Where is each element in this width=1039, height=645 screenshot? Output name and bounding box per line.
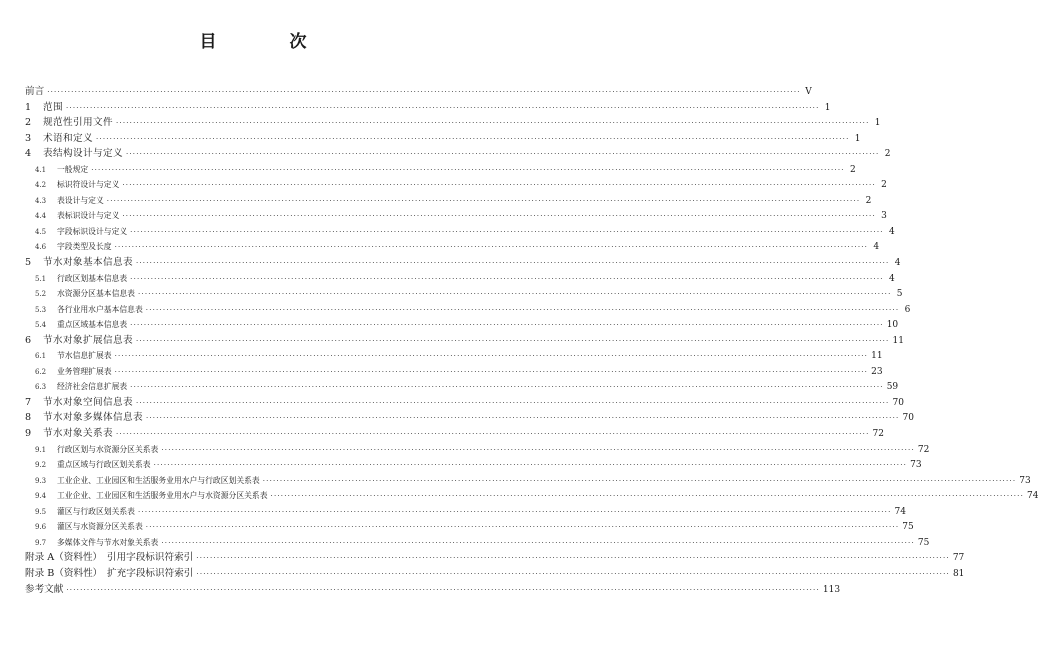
toc-entry[interactable] bbox=[25, 488, 1039, 504]
toc-entry-number: 1 bbox=[25, 101, 32, 113]
dot-leader: ···························································································································································································································· bbox=[135, 259, 890, 268]
toc-entry[interactable] bbox=[25, 426, 884, 442]
toc-entry[interactable] bbox=[25, 550, 965, 566]
toc-entry-page-number: 2 bbox=[865, 195, 872, 206]
toc-entry-title: 重点区域与行政区划关系表 bbox=[57, 460, 151, 470]
toc-entry-title: 附录 A（资料性） 引用字段标识符索引 bbox=[25, 552, 194, 564]
toc-entry[interactable] bbox=[25, 100, 831, 116]
toc-entry-page-number: 5 bbox=[896, 289, 903, 300]
toc-entry-title: 参考文献 bbox=[25, 583, 64, 595]
toc-entry-number: 4.1 bbox=[35, 165, 47, 174]
toc-entry-title: 标识符设计与定义 bbox=[57, 180, 120, 190]
toc-entry-number: 8 bbox=[25, 412, 32, 424]
toc-entry-number: 6 bbox=[25, 334, 32, 346]
toc-entry-number: 5.3 bbox=[35, 305, 47, 314]
toc-entry[interactable] bbox=[25, 317, 899, 333]
toc-entry-page-number: 4 bbox=[894, 258, 901, 269]
toc-entry[interactable] bbox=[25, 177, 887, 193]
toc-entry[interactable] bbox=[25, 271, 895, 287]
dot-leader: ···························································································································································································································· bbox=[196, 554, 950, 563]
toc-entry-title: 附录 B（资料性） 扩充字段标识符索引 bbox=[25, 567, 194, 579]
toc-entry[interactable] bbox=[25, 473, 1031, 489]
toc-entry-title: 字段类型及长度 bbox=[57, 242, 112, 252]
toc-entry[interactable] bbox=[25, 146, 891, 162]
toc-entry-number: 7 bbox=[25, 396, 32, 408]
toc-entry-title: 规范性引用文件 bbox=[43, 117, 113, 129]
toc-entry[interactable] bbox=[25, 348, 883, 364]
toc-entry-number: 9 bbox=[25, 428, 32, 440]
toc-entry-title: 多媒体文件与节水对象关系表 bbox=[57, 537, 159, 547]
toc-entry-number: 5 bbox=[25, 257, 32, 269]
dot-leader: ···························································································································································································································· bbox=[95, 134, 850, 143]
toc-entry[interactable] bbox=[25, 224, 895, 240]
toc-entry-page-number: 4 bbox=[888, 226, 895, 237]
toc-entry-number: 9.3 bbox=[35, 476, 47, 485]
toc-entry-number: 9.6 bbox=[35, 523, 47, 532]
toc-entry[interactable] bbox=[25, 255, 901, 271]
dot-leader: ···························································································································································································································· bbox=[125, 150, 880, 159]
toc-entry-number: 9.5 bbox=[35, 507, 47, 516]
dot-leader: ···························································································································································································································· bbox=[262, 476, 1017, 485]
toc-entry-title: 重点区域基本信息表 bbox=[57, 320, 128, 330]
dot-leader: ···························································································································································································································· bbox=[47, 88, 801, 96]
dot-leader: ···························································································································································································································· bbox=[130, 383, 884, 392]
toc-entry[interactable] bbox=[25, 410, 914, 426]
toc-entry-number: 9.2 bbox=[35, 461, 47, 470]
dot-leader: ···························································································································································································································· bbox=[137, 507, 892, 516]
dot-leader: ···························································································································································································································· bbox=[196, 569, 950, 578]
toc-entry-page-number: 4 bbox=[873, 242, 880, 253]
toc-entry-title: 各行业用水户基本信息表 bbox=[57, 304, 143, 314]
toc-entry[interactable] bbox=[25, 239, 880, 255]
toc-entry-title: 节水对象关系表 bbox=[43, 428, 113, 440]
toc-entry-title: 节水对象基本信息表 bbox=[43, 257, 133, 269]
toc-entry-title: 节水对象扩展信息表 bbox=[43, 334, 133, 346]
toc-entry-page-number: 74 bbox=[894, 506, 906, 517]
toc-entry-page-number: 70 bbox=[902, 413, 914, 424]
toc-entry[interactable] bbox=[25, 535, 930, 551]
toc-entry[interactable] bbox=[25, 582, 841, 598]
toc-entry[interactable] bbox=[25, 566, 965, 582]
toc-entry-title: 前言 bbox=[25, 86, 45, 97]
toc-entry-title: 范围 bbox=[43, 101, 63, 113]
dot-leader: ···························································································································································································································· bbox=[130, 274, 884, 283]
toc-entry[interactable] bbox=[25, 131, 861, 147]
dot-leader: ···························································································································································································································· bbox=[122, 181, 876, 190]
dot-leader: ···························································································································································································································· bbox=[114, 243, 869, 252]
dot-leader: ···························································································································································································································· bbox=[270, 492, 1025, 501]
dot-leader: ···························································································································································································································· bbox=[137, 290, 892, 299]
toc-entry-title: 一般规定 bbox=[57, 164, 89, 174]
toc-entry-page-number: 1 bbox=[824, 102, 831, 113]
toc-entry-page-number: 73 bbox=[910, 460, 922, 471]
toc-entry-number: 6.2 bbox=[35, 367, 47, 376]
dot-leader: ···························································································································································································································· bbox=[66, 585, 820, 594]
toc-entry[interactable] bbox=[25, 333, 904, 349]
dot-leader: ···························································································································································································································· bbox=[114, 352, 869, 361]
toc-entry[interactable] bbox=[25, 162, 856, 178]
toc-entry-title: 行政区划基本信息表 bbox=[57, 273, 128, 283]
toc-entry-page-number: 72 bbox=[872, 429, 884, 440]
dot-leader: ···························································································································································································································· bbox=[91, 165, 845, 174]
dot-leader: ···························································································································································································································· bbox=[115, 119, 870, 128]
toc-entry-title: 表结构设计与定义 bbox=[43, 148, 123, 160]
toc-entry-number: 2 bbox=[25, 117, 32, 129]
dot-leader: ···························································································································································································································· bbox=[130, 321, 884, 330]
toc-entry-title: 节水对象空间信息表 bbox=[43, 396, 133, 408]
toc-entry-title: 字段标识设计与定义 bbox=[57, 226, 128, 236]
dot-leader: ···························································································································································································································· bbox=[122, 212, 876, 221]
toc-entry-number: 5.4 bbox=[35, 321, 47, 330]
toc-entry-page-number: 2 bbox=[849, 164, 856, 175]
toc-entry-number: 4.5 bbox=[35, 227, 47, 236]
toc-entry-page-number: 2 bbox=[884, 149, 891, 160]
toc-entry-number: 6.1 bbox=[35, 352, 47, 361]
toc-entry-title: 行政区划与水资源分区关系表 bbox=[57, 444, 159, 454]
toc-entry-page-number: 75 bbox=[902, 522, 914, 533]
dot-leader: ···························································································································································································································· bbox=[66, 103, 820, 112]
toc-entry-number: 9.4 bbox=[35, 492, 47, 501]
toc-entry-page-number: 75 bbox=[917, 537, 930, 548]
toc-entry[interactable] bbox=[25, 504, 906, 520]
toc-entry-page-number: V bbox=[805, 87, 812, 97]
toc-entry-number: 4.3 bbox=[35, 196, 47, 205]
toc-entry[interactable] bbox=[25, 302, 911, 318]
toc-entry[interactable] bbox=[25, 379, 899, 395]
toc-entry-page-number: 11 bbox=[892, 335, 904, 346]
toc-entry-page-number: 74 bbox=[1027, 491, 1039, 502]
toc-entry-page-number: 1 bbox=[854, 133, 861, 144]
toc-entry[interactable] bbox=[25, 395, 904, 411]
toc-entry-title: 节水对象多媒体信息表 bbox=[43, 412, 143, 424]
dot-leader: ···························································································································································································································· bbox=[145, 305, 900, 314]
toc-entry-number: 4.4 bbox=[35, 212, 47, 221]
toc-entry-page-number: 4 bbox=[888, 273, 895, 284]
toc-entry-page-number: 6 bbox=[904, 304, 911, 315]
dot-leader: ···························································································································································································································· bbox=[115, 430, 870, 439]
toc-entry-number: 9.1 bbox=[35, 445, 47, 454]
toc-entry[interactable] bbox=[25, 519, 914, 535]
toc-entry-title: 节水信息扩展表 bbox=[57, 351, 112, 361]
toc-entry-page-number: 11 bbox=[871, 351, 883, 362]
toc-entry-page-number: 72 bbox=[917, 444, 930, 455]
toc-entry-number: 4.6 bbox=[35, 243, 47, 252]
toc-entry-number: 5.1 bbox=[35, 274, 47, 283]
toc-entry-title: 业务管理扩展表 bbox=[57, 366, 112, 376]
toc-entry-page-number: 23 bbox=[871, 366, 883, 377]
dot-leader: ···························································································································································································································· bbox=[145, 523, 900, 532]
toc-entry-title: 灌区与行政区划关系表 bbox=[57, 506, 135, 516]
toc-entry-page-number: 1 bbox=[874, 118, 881, 129]
toc-entry-number: 6.3 bbox=[35, 383, 47, 392]
toc-entry-page-number: 3 bbox=[881, 211, 887, 222]
dot-leader: ···························································································································································································································· bbox=[161, 538, 915, 547]
toc-entry-number: 9.7 bbox=[35, 538, 47, 547]
toc-entry-title: 术语和定义 bbox=[43, 132, 93, 144]
toc-entry-title: 表设计与定义 bbox=[57, 195, 104, 205]
toc-entry-page-number: 113 bbox=[822, 584, 841, 595]
toc-entry[interactable] bbox=[25, 442, 930, 458]
toc-entry[interactable] bbox=[25, 286, 903, 302]
toc-entry-title: 工业企业、工业园区和生活服务业用水户与行政区划关系表 bbox=[57, 475, 260, 485]
toc-entry-title: 表标识设计与定义 bbox=[57, 211, 120, 221]
toc-entry-page-number: 10 bbox=[886, 320, 899, 331]
toc-entry[interactable] bbox=[25, 193, 872, 209]
table-of-contents bbox=[25, 84, 1039, 597]
toc-entry[interactable] bbox=[25, 208, 887, 224]
toc-entry-page-number: 73 bbox=[1019, 475, 1031, 486]
toc-entry[interactable] bbox=[25, 457, 922, 473]
dot-leader: ···························································································································································································································· bbox=[135, 398, 890, 407]
dot-leader: ···························································································································································································································· bbox=[114, 367, 869, 376]
page-title: 目 次 bbox=[199, 32, 335, 52]
dot-leader: ···························································································································································································································· bbox=[161, 445, 915, 454]
toc-entry-page-number: 2 bbox=[881, 180, 887, 191]
dot-leader: ···························································································································································································································· bbox=[153, 461, 908, 470]
dot-leader: ···························································································································································································································· bbox=[130, 227, 884, 236]
toc-entry[interactable] bbox=[25, 115, 881, 131]
toc-entry-page-number: 59 bbox=[886, 382, 899, 393]
dot-leader: ···························································································································································································································· bbox=[145, 414, 900, 423]
toc-entry-title: 经济社会信息扩展表 bbox=[57, 382, 128, 392]
toc-entry-number: 5.2 bbox=[35, 290, 47, 299]
toc-entry-title: 工业企业、工业园区和生活服务业用水户与水资源分区关系表 bbox=[57, 491, 268, 501]
toc-entry[interactable] bbox=[25, 364, 883, 380]
toc-entry-number: 3 bbox=[25, 132, 32, 144]
toc-entry-number: 4.2 bbox=[35, 181, 47, 190]
toc-entry[interactable] bbox=[25, 84, 812, 100]
dot-leader: ···························································································································································································································· bbox=[135, 336, 890, 345]
toc-entry-number: 4 bbox=[25, 148, 32, 160]
toc-entry-title: 水资源分区基本信息表 bbox=[57, 289, 135, 299]
toc-entry-page-number: 77 bbox=[952, 553, 965, 564]
toc-entry-page-number: 70 bbox=[892, 397, 904, 408]
dot-leader: ···························································································································································································································· bbox=[106, 196, 861, 205]
toc-entry-page-number: 81 bbox=[952, 568, 965, 579]
toc-entry-title: 灌区与水资源分区关系表 bbox=[57, 522, 143, 532]
